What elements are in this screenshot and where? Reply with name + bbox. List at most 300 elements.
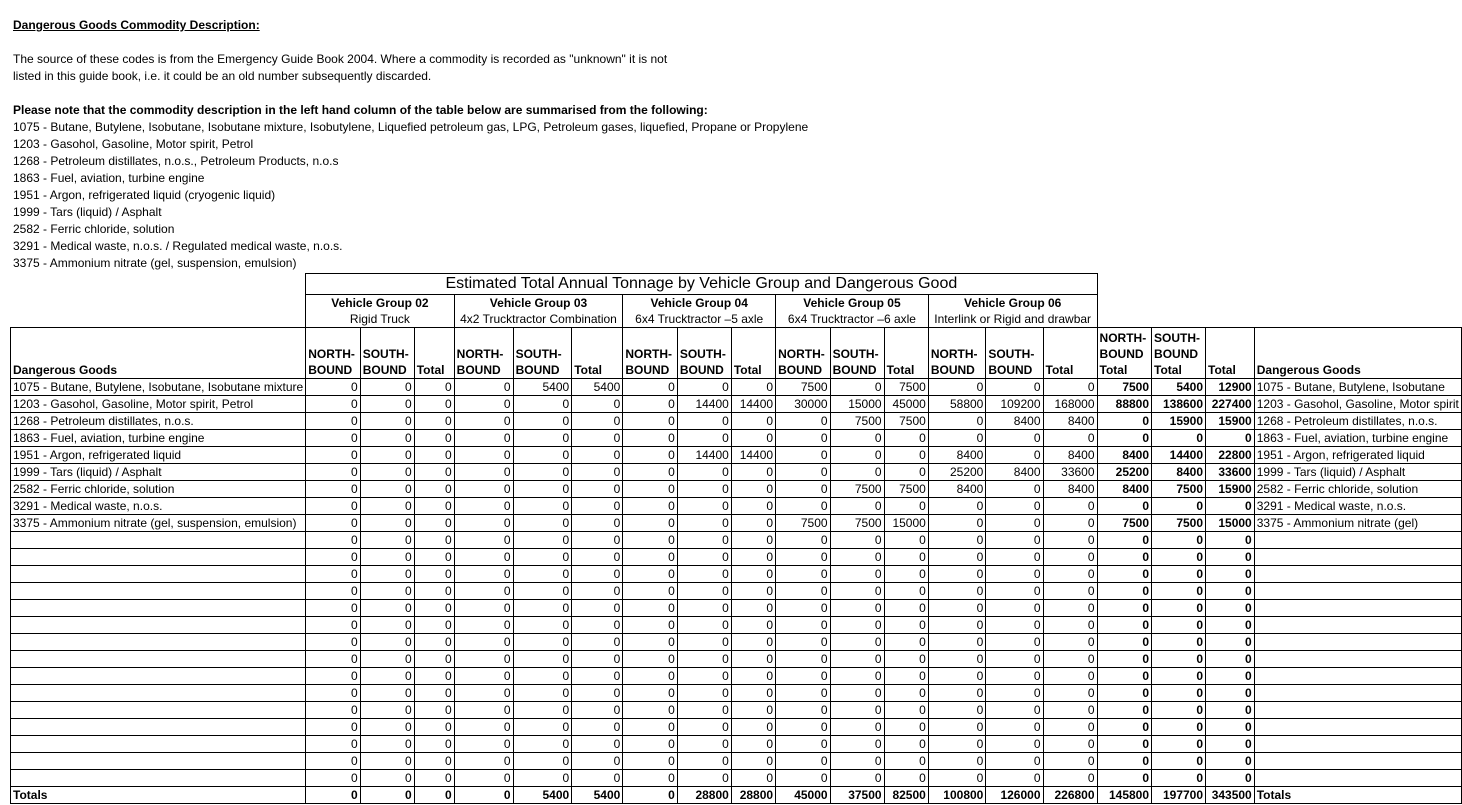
data-cell[interactable]: 0 <box>677 634 731 651</box>
data-cell[interactable]: 0 <box>572 651 623 668</box>
data-cell[interactable]: 0 <box>306 719 361 736</box>
total-cell[interactable]: 0 <box>1206 634 1255 651</box>
total-cell[interactable]: 15900 <box>1152 413 1206 430</box>
goods-label[interactable]: 3375 - Ammonium nitrate (gel, suspension, emulsion) <box>11 515 306 532</box>
data-cell[interactable]: 0 <box>1043 719 1097 736</box>
data-cell[interactable]: 0 <box>414 634 454 651</box>
data-cell[interactable]: 0 <box>986 583 1043 600</box>
total-cell[interactable]: 0 <box>1097 685 1152 702</box>
data-cell[interactable]: 0 <box>677 668 731 685</box>
data-cell[interactable]: 168000 <box>1043 396 1097 413</box>
data-cell[interactable]: 0 <box>360 668 414 685</box>
total-cell[interactable]: 22800 <box>1206 447 1255 464</box>
total-cell[interactable]: 0 <box>1097 753 1152 770</box>
data-cell[interactable]: 0 <box>623 719 678 736</box>
data-cell[interactable]: 0 <box>731 770 775 787</box>
data-cell[interactable]: 0 <box>928 736 986 753</box>
data-cell[interactable]: 14400 <box>731 396 775 413</box>
data-cell[interactable]: 0 <box>884 566 928 583</box>
data-cell[interactable]: 0 <box>623 753 678 770</box>
data-cell[interactable]: 0 <box>360 396 414 413</box>
data-cell[interactable]: 0 <box>731 719 775 736</box>
total-cell[interactable]: 15900 <box>1206 481 1255 498</box>
data-cell[interactable]: 0 <box>731 600 775 617</box>
data-cell[interactable]: 0 <box>572 736 623 753</box>
total-cell[interactable]: 0 <box>1152 770 1206 787</box>
data-cell[interactable]: 0 <box>884 702 928 719</box>
data-cell[interactable]: 0 <box>731 413 775 430</box>
total-cell[interactable]: 0 <box>1097 617 1152 634</box>
goods-label-right[interactable]: 1268 - Petroleum distillates, n.o.s. <box>1254 413 1461 430</box>
data-cell[interactable]: 0 <box>677 430 731 447</box>
goods-label-right[interactable]: 3291 - Medical waste, n.o.s. <box>1254 498 1461 515</box>
data-cell[interactable]: 0 <box>623 634 678 651</box>
data-cell[interactable]: 0 <box>414 702 454 719</box>
data-cell[interactable]: 0 <box>513 481 572 498</box>
data-cell[interactable]: 0 <box>776 549 831 566</box>
data-cell[interactable]: 0 <box>928 770 986 787</box>
data-cell[interactable]: 0 <box>1043 685 1097 702</box>
goods-label-right[interactable] <box>1254 770 1461 787</box>
data-cell[interactable]: 0 <box>776 566 831 583</box>
total-cell[interactable]: 0 <box>1097 651 1152 668</box>
total-cell[interactable]: 0 <box>1097 702 1152 719</box>
data-cell[interactable]: 0 <box>454 379 513 396</box>
data-cell[interactable]: 0 <box>454 481 513 498</box>
data-cell[interactable]: 0 <box>513 668 572 685</box>
total-cell[interactable]: 88800 <box>1097 396 1152 413</box>
data-cell[interactable]: 0 <box>830 651 884 668</box>
data-cell[interactable]: 7500 <box>776 515 831 532</box>
total-cell[interactable]: 0 <box>1097 600 1152 617</box>
data-cell[interactable]: 25200 <box>928 464 986 481</box>
data-cell[interactable]: 0 <box>360 515 414 532</box>
goods-label[interactable] <box>11 583 306 600</box>
data-cell[interactable]: 0 <box>731 566 775 583</box>
data-cell[interactable]: 0 <box>414 515 454 532</box>
data-cell[interactable]: 0 <box>306 651 361 668</box>
data-cell[interactable]: 5400 <box>513 787 572 804</box>
data-cell[interactable]: 5400 <box>513 379 572 396</box>
goods-label-right[interactable] <box>1254 719 1461 736</box>
goods-label[interactable]: 1203 - Gasohol, Gasoline, Motor spirit, Petrol <box>11 396 306 413</box>
data-cell[interactable]: 0 <box>572 447 623 464</box>
data-cell[interactable]: 0 <box>306 787 361 804</box>
total-cell[interactable]: 0 <box>1152 736 1206 753</box>
data-cell[interactable]: 0 <box>360 566 414 583</box>
data-cell[interactable]: 0 <box>1043 549 1097 566</box>
goods-label-right[interactable] <box>1254 549 1461 566</box>
data-cell[interactable]: 0 <box>306 685 361 702</box>
data-cell[interactable]: 0 <box>623 549 678 566</box>
data-cell[interactable]: 0 <box>414 413 454 430</box>
data-cell[interactable]: 0 <box>454 753 513 770</box>
data-cell[interactable]: 0 <box>884 464 928 481</box>
goods-label-right[interactable]: 1951 - Argon, refrigerated liquid <box>1254 447 1461 464</box>
data-cell[interactable]: 0 <box>677 549 731 566</box>
total-cell[interactable]: 8400 <box>1152 464 1206 481</box>
data-cell[interactable]: 8400 <box>928 447 986 464</box>
data-cell[interactable]: 0 <box>776 719 831 736</box>
data-cell[interactable]: 0 <box>677 583 731 600</box>
data-cell[interactable]: 0 <box>623 379 678 396</box>
total-cell[interactable]: 0 <box>1097 532 1152 549</box>
data-cell[interactable]: 0 <box>306 413 361 430</box>
data-cell[interactable]: 0 <box>830 379 884 396</box>
goods-label[interactable]: 2582 - Ferric chloride, solution <box>11 481 306 498</box>
data-cell[interactable]: 0 <box>623 396 678 413</box>
total-cell[interactable]: 0 <box>1152 651 1206 668</box>
total-cell[interactable]: 0 <box>1206 719 1255 736</box>
data-cell[interactable]: 0 <box>884 685 928 702</box>
data-cell[interactable]: 0 <box>414 481 454 498</box>
data-cell[interactable]: 0 <box>306 430 361 447</box>
data-cell[interactable]: 0 <box>776 685 831 702</box>
data-cell[interactable]: 7500 <box>830 515 884 532</box>
data-cell[interactable]: 0 <box>360 413 414 430</box>
total-cell[interactable]: 0 <box>1206 617 1255 634</box>
data-cell[interactable]: 0 <box>454 498 513 515</box>
data-cell[interactable]: 0 <box>830 549 884 566</box>
data-cell[interactable]: 0 <box>572 702 623 719</box>
data-cell[interactable]: 0 <box>884 719 928 736</box>
data-cell[interactable]: 0 <box>572 634 623 651</box>
total-cell[interactable]: 14400 <box>1152 447 1206 464</box>
data-cell[interactable]: 0 <box>572 498 623 515</box>
data-cell[interactable]: 0 <box>731 532 775 549</box>
data-cell[interactable]: 7500 <box>830 413 884 430</box>
data-cell[interactable]: 0 <box>572 617 623 634</box>
data-cell[interactable]: 0 <box>306 770 361 787</box>
data-cell[interactable]: 0 <box>830 634 884 651</box>
data-cell[interactable]: 0 <box>677 464 731 481</box>
data-cell[interactable]: 0 <box>776 770 831 787</box>
data-cell[interactable]: 0 <box>731 549 775 566</box>
total-cell[interactable]: 0 <box>1152 719 1206 736</box>
total-cell[interactable]: 7500 <box>1097 515 1152 532</box>
data-cell[interactable]: 0 <box>306 617 361 634</box>
data-cell[interactable]: 0 <box>306 532 361 549</box>
data-cell[interactable]: 0 <box>306 549 361 566</box>
total-cell[interactable]: 0 <box>1097 413 1152 430</box>
data-cell[interactable]: 0 <box>1043 498 1097 515</box>
data-cell[interactable]: 0 <box>776 464 831 481</box>
goods-label[interactable] <box>11 736 306 753</box>
goods-label[interactable] <box>11 753 306 770</box>
total-cell[interactable]: 0 <box>1097 668 1152 685</box>
goods-label[interactable] <box>11 719 306 736</box>
data-cell[interactable]: 0 <box>986 668 1043 685</box>
data-cell[interactable]: 109200 <box>986 396 1043 413</box>
total-cell[interactable]: 138600 <box>1152 396 1206 413</box>
data-cell[interactable]: 0 <box>454 566 513 583</box>
data-cell[interactable]: 0 <box>623 532 678 549</box>
data-cell[interactable]: 0 <box>572 719 623 736</box>
total-cell[interactable]: 0 <box>1152 702 1206 719</box>
data-cell[interactable]: 0 <box>572 532 623 549</box>
data-cell[interactable]: 0 <box>830 566 884 583</box>
data-cell[interactable]: 0 <box>776 430 831 447</box>
total-cell[interactable]: 0 <box>1152 617 1206 634</box>
data-cell[interactable]: 0 <box>1043 515 1097 532</box>
data-cell[interactable]: 0 <box>623 651 678 668</box>
data-cell[interactable]: 0 <box>454 464 513 481</box>
data-cell[interactable]: 0 <box>414 668 454 685</box>
goods-label[interactable] <box>11 600 306 617</box>
data-cell[interactable]: 0 <box>513 600 572 617</box>
data-cell[interactable]: 226800 <box>1043 787 1097 804</box>
data-cell[interactable]: 0 <box>1043 651 1097 668</box>
total-cell[interactable]: 0 <box>1097 736 1152 753</box>
data-cell[interactable]: 0 <box>986 481 1043 498</box>
data-cell[interactable]: 0 <box>677 617 731 634</box>
data-cell[interactable]: 0 <box>830 532 884 549</box>
goods-label-right[interactable] <box>1254 736 1461 753</box>
data-cell[interactable]: 0 <box>306 634 361 651</box>
data-cell[interactable]: 0 <box>928 532 986 549</box>
total-cell[interactable]: 0 <box>1097 634 1152 651</box>
data-cell[interactable]: 0 <box>986 702 1043 719</box>
data-cell[interactable]: 0 <box>454 770 513 787</box>
data-cell[interactable]: 0 <box>677 481 731 498</box>
data-cell[interactable]: 0 <box>884 651 928 668</box>
goods-label[interactable]: 3291 - Medical waste, n.o.s. <box>11 498 306 515</box>
data-cell[interactable]: 0 <box>830 600 884 617</box>
data-cell[interactable]: 0 <box>623 600 678 617</box>
total-cell[interactable]: 0 <box>1206 549 1255 566</box>
data-cell[interactable]: 0 <box>360 379 414 396</box>
data-cell[interactable]: 0 <box>360 651 414 668</box>
data-cell[interactable]: 0 <box>1043 617 1097 634</box>
data-cell[interactable]: 0 <box>360 481 414 498</box>
data-cell[interactable]: 0 <box>928 702 986 719</box>
total-cell[interactable]: 0 <box>1206 430 1255 447</box>
data-cell[interactable]: 0 <box>928 430 986 447</box>
data-cell[interactable]: 0 <box>1043 770 1097 787</box>
data-cell[interactable]: 0 <box>677 685 731 702</box>
data-cell[interactable]: 0 <box>986 379 1043 396</box>
data-cell[interactable]: 0 <box>986 617 1043 634</box>
total-cell[interactable]: 0 <box>1097 583 1152 600</box>
data-cell[interactable]: 0 <box>776 498 831 515</box>
data-cell[interactable]: 0 <box>454 736 513 753</box>
data-cell[interactable]: 0 <box>731 634 775 651</box>
total-cell[interactable]: 0 <box>1206 583 1255 600</box>
data-cell[interactable]: 0 <box>731 430 775 447</box>
data-cell[interactable]: 0 <box>731 651 775 668</box>
data-cell[interactable]: 0 <box>884 549 928 566</box>
data-cell[interactable]: 0 <box>414 464 454 481</box>
data-cell[interactable]: 0 <box>884 753 928 770</box>
data-cell[interactable]: 0 <box>677 753 731 770</box>
data-cell[interactable]: 0 <box>414 447 454 464</box>
data-cell[interactable]: 0 <box>884 498 928 515</box>
data-cell[interactable]: 0 <box>513 702 572 719</box>
data-cell[interactable]: 0 <box>928 753 986 770</box>
data-cell[interactable]: 0 <box>731 379 775 396</box>
data-cell[interactable]: 0 <box>513 549 572 566</box>
data-cell[interactable]: 0 <box>306 702 361 719</box>
data-cell[interactable]: 0 <box>986 719 1043 736</box>
data-cell[interactable]: 7500 <box>884 481 928 498</box>
data-cell[interactable]: 0 <box>884 617 928 634</box>
data-cell[interactable]: 0 <box>360 787 414 804</box>
data-cell[interactable]: 0 <box>830 583 884 600</box>
data-cell[interactable]: 0 <box>513 770 572 787</box>
data-cell[interactable]: 0 <box>454 583 513 600</box>
data-cell[interactable]: 0 <box>572 549 623 566</box>
data-cell[interactable]: 8400 <box>1043 481 1097 498</box>
data-cell[interactable]: 0 <box>623 787 678 804</box>
data-cell[interactable]: 0 <box>677 532 731 549</box>
data-cell[interactable]: 0 <box>360 583 414 600</box>
data-cell[interactable]: 0 <box>884 634 928 651</box>
total-cell[interactable]: 0 <box>1206 498 1255 515</box>
data-cell[interactable]: 0 <box>928 617 986 634</box>
data-cell[interactable]: 0 <box>513 430 572 447</box>
goods-label-right[interactable] <box>1254 617 1461 634</box>
data-cell[interactable]: 0 <box>306 583 361 600</box>
data-cell[interactable]: 0 <box>513 719 572 736</box>
data-cell[interactable]: 0 <box>1043 566 1097 583</box>
data-cell[interactable]: 8400 <box>928 481 986 498</box>
data-cell[interactable]: 8400 <box>1043 413 1097 430</box>
goods-label-right[interactable] <box>1254 668 1461 685</box>
data-cell[interactable]: 15000 <box>830 396 884 413</box>
data-cell[interactable]: 0 <box>414 787 454 804</box>
data-cell[interactable]: 0 <box>986 515 1043 532</box>
data-cell[interactable]: 0 <box>414 617 454 634</box>
data-cell[interactable]: 0 <box>677 719 731 736</box>
data-cell[interactable]: 0 <box>623 736 678 753</box>
data-cell[interactable]: 0 <box>731 668 775 685</box>
data-cell[interactable]: 8400 <box>986 464 1043 481</box>
data-cell[interactable]: 0 <box>513 464 572 481</box>
data-cell[interactable]: 0 <box>360 464 414 481</box>
data-cell[interactable]: 0 <box>306 515 361 532</box>
data-cell[interactable]: 0 <box>572 753 623 770</box>
data-cell[interactable]: 0 <box>306 668 361 685</box>
total-cell[interactable]: 7500 <box>1152 515 1206 532</box>
data-cell[interactable]: 0 <box>928 515 986 532</box>
data-cell[interactable]: 0 <box>677 770 731 787</box>
data-cell[interactable]: 30000 <box>776 396 831 413</box>
total-cell[interactable]: 25200 <box>1097 464 1152 481</box>
data-cell[interactable]: 0 <box>623 447 678 464</box>
data-cell[interactable]: 0 <box>986 753 1043 770</box>
data-cell[interactable]: 0 <box>454 447 513 464</box>
data-cell[interactable]: 100800 <box>928 787 986 804</box>
data-cell[interactable]: 0 <box>360 753 414 770</box>
data-cell[interactable]: 0 <box>513 583 572 600</box>
data-cell[interactable]: 0 <box>677 379 731 396</box>
data-cell[interactable]: 0 <box>986 566 1043 583</box>
goods-label-right[interactable] <box>1254 583 1461 600</box>
data-cell[interactable]: 0 <box>513 532 572 549</box>
goods-label-right[interactable] <box>1254 634 1461 651</box>
goods-label-right[interactable] <box>1254 600 1461 617</box>
data-cell[interactable]: 0 <box>360 736 414 753</box>
data-cell[interactable]: 0 <box>513 566 572 583</box>
data-cell[interactable]: 0 <box>1043 379 1097 396</box>
data-cell[interactable]: 0 <box>928 379 986 396</box>
total-cell[interactable]: 33600 <box>1206 464 1255 481</box>
total-cell[interactable]: 145800 <box>1097 787 1152 804</box>
total-cell[interactable]: 15000 <box>1206 515 1255 532</box>
data-cell[interactable]: 0 <box>454 668 513 685</box>
data-cell[interactable]: 7500 <box>830 481 884 498</box>
total-cell[interactable]: 0 <box>1152 430 1206 447</box>
goods-label[interactable] <box>11 702 306 719</box>
total-cell[interactable]: 8400 <box>1097 447 1152 464</box>
total-cell[interactable]: 0 <box>1206 685 1255 702</box>
data-cell[interactable]: 0 <box>986 600 1043 617</box>
goods-label[interactable] <box>11 651 306 668</box>
goods-label-right[interactable] <box>1254 566 1461 583</box>
goods-label-right[interactable] <box>1254 532 1461 549</box>
data-cell[interactable]: 0 <box>731 685 775 702</box>
goods-label[interactable] <box>11 770 306 787</box>
data-cell[interactable]: 0 <box>928 651 986 668</box>
data-cell[interactable]: 0 <box>986 651 1043 668</box>
data-cell[interactable]: 0 <box>623 617 678 634</box>
goods-label[interactable]: 1863 - Fuel, aviation, turbine engine <box>11 430 306 447</box>
total-cell[interactable]: 0 <box>1206 651 1255 668</box>
data-cell[interactable]: 8400 <box>986 413 1043 430</box>
data-cell[interactable]: 0 <box>454 685 513 702</box>
data-cell[interactable]: 0 <box>414 566 454 583</box>
data-cell[interactable]: 7500 <box>776 379 831 396</box>
data-cell[interactable]: 8400 <box>1043 447 1097 464</box>
data-cell[interactable]: 0 <box>731 702 775 719</box>
data-cell[interactable]: 0 <box>513 413 572 430</box>
total-cell[interactable]: 0 <box>1097 566 1152 583</box>
data-cell[interactable]: 0 <box>776 617 831 634</box>
data-cell[interactable]: 0 <box>1043 634 1097 651</box>
goods-label-right[interactable]: 1203 - Gasohol, Gasoline, Motor spirit <box>1254 396 1461 413</box>
data-cell[interactable]: 0 <box>884 668 928 685</box>
data-cell[interactable]: 0 <box>623 770 678 787</box>
data-cell[interactable]: 0 <box>776 651 831 668</box>
data-cell[interactable]: 0 <box>306 498 361 515</box>
data-cell[interactable]: 0 <box>884 447 928 464</box>
data-cell[interactable]: 0 <box>623 685 678 702</box>
data-cell[interactable]: 0 <box>731 753 775 770</box>
data-cell[interactable]: 0 <box>1043 532 1097 549</box>
data-cell[interactable]: 15000 <box>884 515 928 532</box>
data-cell[interactable]: 0 <box>513 396 572 413</box>
data-cell[interactable]: 0 <box>677 498 731 515</box>
data-cell[interactable]: 0 <box>360 685 414 702</box>
data-cell[interactable]: 82500 <box>884 787 928 804</box>
data-cell[interactable]: 0 <box>677 413 731 430</box>
data-cell[interactable]: 0 <box>414 396 454 413</box>
goods-label[interactable]: 1075 - Butane, Butylene, Isobutane, Isobutane mixture <box>11 379 306 396</box>
total-cell[interactable]: 0 <box>1097 498 1152 515</box>
goods-label-right[interactable]: Totals <box>1254 787 1461 804</box>
data-cell[interactable]: 0 <box>928 566 986 583</box>
goods-label[interactable] <box>11 566 306 583</box>
total-cell[interactable]: 0 <box>1152 549 1206 566</box>
total-cell[interactable]: 15900 <box>1206 413 1255 430</box>
data-cell[interactable]: 0 <box>776 413 831 430</box>
data-cell[interactable]: 0 <box>986 549 1043 566</box>
data-cell[interactable]: 0 <box>306 736 361 753</box>
data-cell[interactable]: 0 <box>776 481 831 498</box>
total-cell[interactable]: 7500 <box>1152 481 1206 498</box>
data-cell[interactable]: 0 <box>454 702 513 719</box>
data-cell[interactable]: 0 <box>986 532 1043 549</box>
